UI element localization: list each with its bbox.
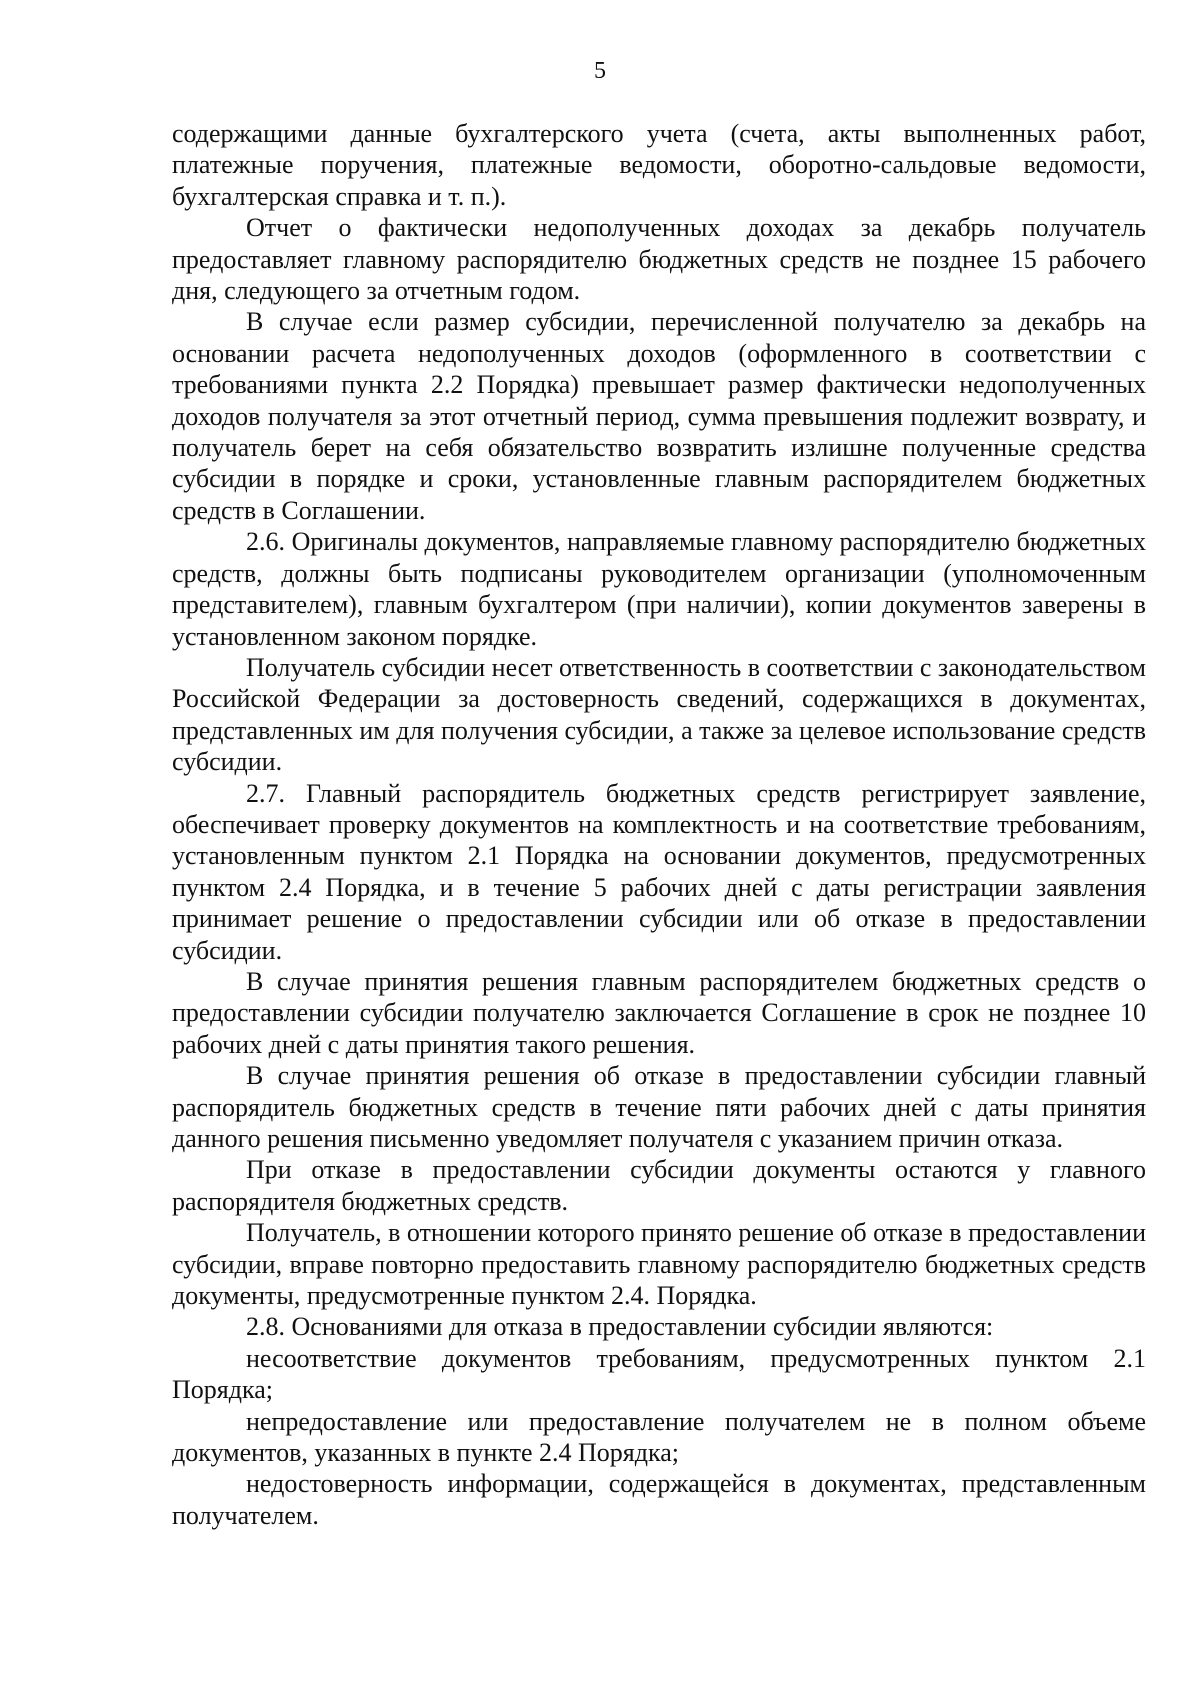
list-item-ground-nonconformity: несоответствие документов требованиям, предусмотренных пунктом 2.1 Порядка; bbox=[172, 1343, 1146, 1405]
paragraph-refusal-notice: В случае принятия решения об отказе в предоставлении субсидии главный распорядитель бюджетных средств в течение пяти рабочих дней с даты принятия данного решения письменно уведомляет получателя с указанием причин отказа. bbox=[172, 1061, 1146, 1153]
paragraph-accounting-docs-continuation: содержащими данные бухгалтерского учета (счета, акты выполненных работ, платежные поручения, платежные ведомости, оборотно-сальдовые ведомости, бухгалтерская справка и т. п.). bbox=[172, 119, 1146, 211]
paragraph-excess-refund: В случае если размер субсидии, перечисленной получателю за декабрь на основании расчета недополученных доходов (оформленного в соответствии с требованиями пункта 2.2 Порядка) превышает размер фактически недополученных доходов получателя за этот отчетный период, сумма превышения подлежит возврату, и получатель берет на себя обязательство возвратить излишне полученные средства субсидии в порядке и сроки, установленные главным распорядителем бюджетных средств в Соглашении. bbox=[172, 307, 1146, 525]
paragraph-2-7-registration: 2.7. Главный распорядитель бюджетных средств регистрирует заявление, обеспечивает проверку документов на комплектность и на соответствие требованиям, установленным пунктом 2.1 Порядка на основании документов, предусмотренных пунктом 2.4 Порядка, и в течение 5 рабочих дней с даты регистрации заявления принимает решение о предоставлении субсидии или об отказе в предоставлении субсидии. bbox=[172, 778, 1146, 965]
paragraph-2-8-refusal-grounds: 2.8. Основаниями для отказа в предоставлении субсидии являются: bbox=[246, 1312, 994, 1342]
paragraph-resubmission: Получатель, в отношении которого принято решение об отказе в предоставлении субсидии, вправе повторно предоставить главному распорядителю бюджетных средств документы, предусмотренные пунктом 2.4. Порядка. bbox=[172, 1218, 1146, 1311]
paragraph-recipient-responsibility: Получатель субсидии несет ответственность в соответствии с законодательством Российской Федерации за достоверность сведений, содержащихся в документах, представленных им для получения субсидии, а также за целевое использование средств субсидии. bbox=[172, 652, 1147, 777]
paragraph-december-report: Отчет о фактически недополученных доходах за декабрь получатель предоставляет главному распорядителю бюджетных средств не позднее 15 рабочего дня, следующего за отчетным годом. bbox=[172, 213, 1146, 306]
list-item-ground-unreliable: недостоверность информации, содержащейся в документах, представленным получателем. bbox=[172, 1469, 1146, 1530]
paragraph-documents-retained: При отказе в предоставлении субсидии документы остаются у главного распорядителя бюджетных средств. bbox=[172, 1155, 1146, 1216]
paragraph-2-6-originals: 2.6. Оригиналы документов, направляемые главному распорядителю бюджетных средств, должны быть подписаны руководителем организации (уполномоченным представителем), главным бухгалтером (при наличии), копии документов заверены в установленном законом порядке. bbox=[172, 527, 1146, 651]
paragraph-agreement-conclusion: В случае принятия решения главным распорядителем бюджетных средств о предоставлении субсидии получателю заключается Соглашение в срок не позднее 10 рабочих дней с даты принятия такого решения. bbox=[172, 966, 1146, 1059]
page-number: 5 bbox=[594, 58, 606, 84]
document-body bbox=[172, 118, 1146, 1531]
list-item-ground-incomplete: непредоставление или предоставление получателем не в полном объеме документов, указанных в пункте 2.4 Порядка; bbox=[172, 1406, 1146, 1468]
